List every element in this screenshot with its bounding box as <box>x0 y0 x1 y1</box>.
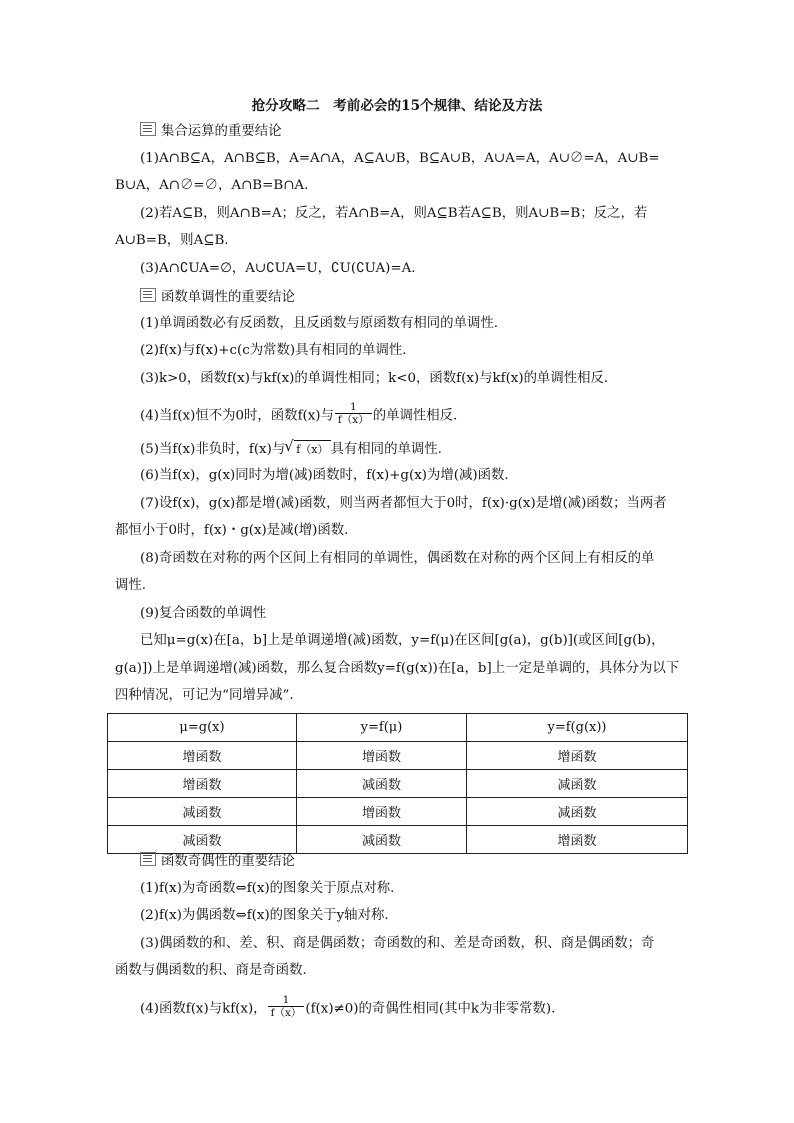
parity-rule-3a: (3)偶函数的和、差、积、商是偶函数；奇函数的和、差是奇函数，积、商是偶函数；奇 <box>140 936 655 951</box>
mono-rule-8a: (8)奇函数在对称的两个区间上有相同的单调性，偶函数在对称的两个区间上有相反的单 <box>140 551 655 566</box>
mono-rule-9-para-1: 已知μ=g(x)在[a，b]上是单调递增(减)函数，y=f(μ)在区间[g(a)，g(b)](或区间[g(b)， <box>140 633 665 648</box>
square-root: √ f（x） <box>285 440 330 459</box>
section-marker-icon <box>140 122 156 136</box>
mono-rule-9: (9)复合函数的单调性 <box>140 606 267 621</box>
table-cell: 增函数 <box>108 770 297 798</box>
mono-rule-1: (1)单调函数必有反函数，且反函数与原函数有相同的单调性. <box>140 316 498 331</box>
section-heading-sets <box>140 122 712 141</box>
section-marker-icon <box>140 852 156 866</box>
mono-rule-9-para-3: 四种情况，可记为“同增异减”. <box>115 688 294 703</box>
fraction: $\frac{1}{f(x)}$ <box>335 402 372 426</box>
table-cell: 减函数 <box>297 770 467 798</box>
table-row <box>108 798 688 826</box>
table-row <box>108 826 688 854</box>
section-heading-text: 集合运算的重要结论 <box>161 124 282 139</box>
set-rule-1a: (1)A∩B⊆A，A∩B⊆B，A=A∩A，A⊆A∪B，B⊆A∪B，A∪A=A，A∪∅=A，A∪B= <box>140 151 660 166</box>
table-cell: 减函数 <box>297 826 467 854</box>
mono-rule-8b: 调性. <box>115 578 147 593</box>
mono-rule-5: (5)当f(x)非负时，f(x)与√ f（x） 具有相同的单调性. <box>140 440 688 459</box>
composite-monotonic-table <box>107 713 688 854</box>
section-heading-parity <box>140 852 712 871</box>
table-row <box>108 770 688 798</box>
parity-rule-3b: 函数与偶函数的积、商是奇函数. <box>115 963 307 978</box>
mono-rule-3: (3)k>0，函数f(x)与kf(x)的单调性相同；k<0，函数f(x)与kf(x)的单调性相反. <box>140 371 609 386</box>
table-cell: 减函数 <box>467 798 688 826</box>
page-title: 抢分攻略二 考前必会的15个规律、结论及方法 <box>251 98 543 114</box>
mono-rule-7b: 都恒小于0时，f(x)・g(x)是减(增)函数. <box>115 523 349 538</box>
table-cell: 增函数 <box>108 742 297 770</box>
section-heading-text: 函数奇偶性的重要结论 <box>161 854 295 869</box>
table-cell: 增函数 <box>467 742 688 770</box>
parity-rule-2: (2)f(x)为偶函数⇔f(x)的图象关于y轴对称. <box>140 908 389 923</box>
table-row <box>108 742 688 770</box>
table-cell: 增函数 <box>297 798 467 826</box>
table-header-row <box>108 714 688 742</box>
table-cell: 减函数 <box>467 770 688 798</box>
mono-rule-4: (4)当f(x)恒不为0时，函数f(x)与 $\frac{1}{f(x)}$ 的单调性相反. <box>140 401 458 426</box>
set-rule-2b: A∪B=B，则A⊆B. <box>115 233 229 248</box>
table-header: y=f(g(x)) <box>467 714 688 742</box>
set-rule-3: (3)A∩∁UA=∅，A∪∁UA=U，∁U(∁UA)=A. <box>140 261 416 276</box>
table-cell: 增函数 <box>467 826 688 854</box>
table-cell: 减函数 <box>108 826 297 854</box>
parity-rule-4: (4)函数f(x)与kf(x)， $\frac{1}{f(x)}$ (f(x)≠0)的奇偶性相同(其中k为非零常数). <box>140 994 556 1019</box>
set-rule-2a: (2)若A⊆B，则A∩B=A；反之，若A∩B=A，则A⊆B若A⊆B，则A∪B=B；反之，若 <box>140 206 648 221</box>
section-marker-icon <box>140 288 156 302</box>
table-cell: 减函数 <box>108 798 297 826</box>
mono-rule-6: (6)当f(x)，g(x)同时为增(减)函数时，f(x)+g(x)为增(减)函数. <box>140 468 509 483</box>
table-header: y=f(μ) <box>297 714 467 742</box>
parity-rule-1: (1)f(x)为奇函数⇔f(x)的图象关于原点对称. <box>140 881 395 896</box>
table-header: μ=g(x) <box>108 714 297 742</box>
mono-rule-2: (2)f(x)与f(x)+c(c为常数)具有相同的单调性. <box>140 343 407 358</box>
table-cell: 增函数 <box>297 742 467 770</box>
section-heading-text: 函数单调性的重要结论 <box>161 290 295 305</box>
mono-rule-7a: (7)设f(x)，g(x)都是增(减)函数，则当两者都恒大于0时，f(x)·g(x)是增(减)函数；当两者 <box>140 496 667 511</box>
mono-rule-9-para-2: g(a)])上是单调递增(减)函数，那么复合函数y=f(g(x))在[a，b]上一定是单调的，具体分为以下 <box>115 661 680 676</box>
section-heading-monotonic <box>140 288 712 307</box>
set-rule-1b: B∪A，A∩∅=∅，A∩B=B∩A. <box>115 178 309 193</box>
fraction: $\frac{1}{f(x)}$ <box>268 995 305 1019</box>
